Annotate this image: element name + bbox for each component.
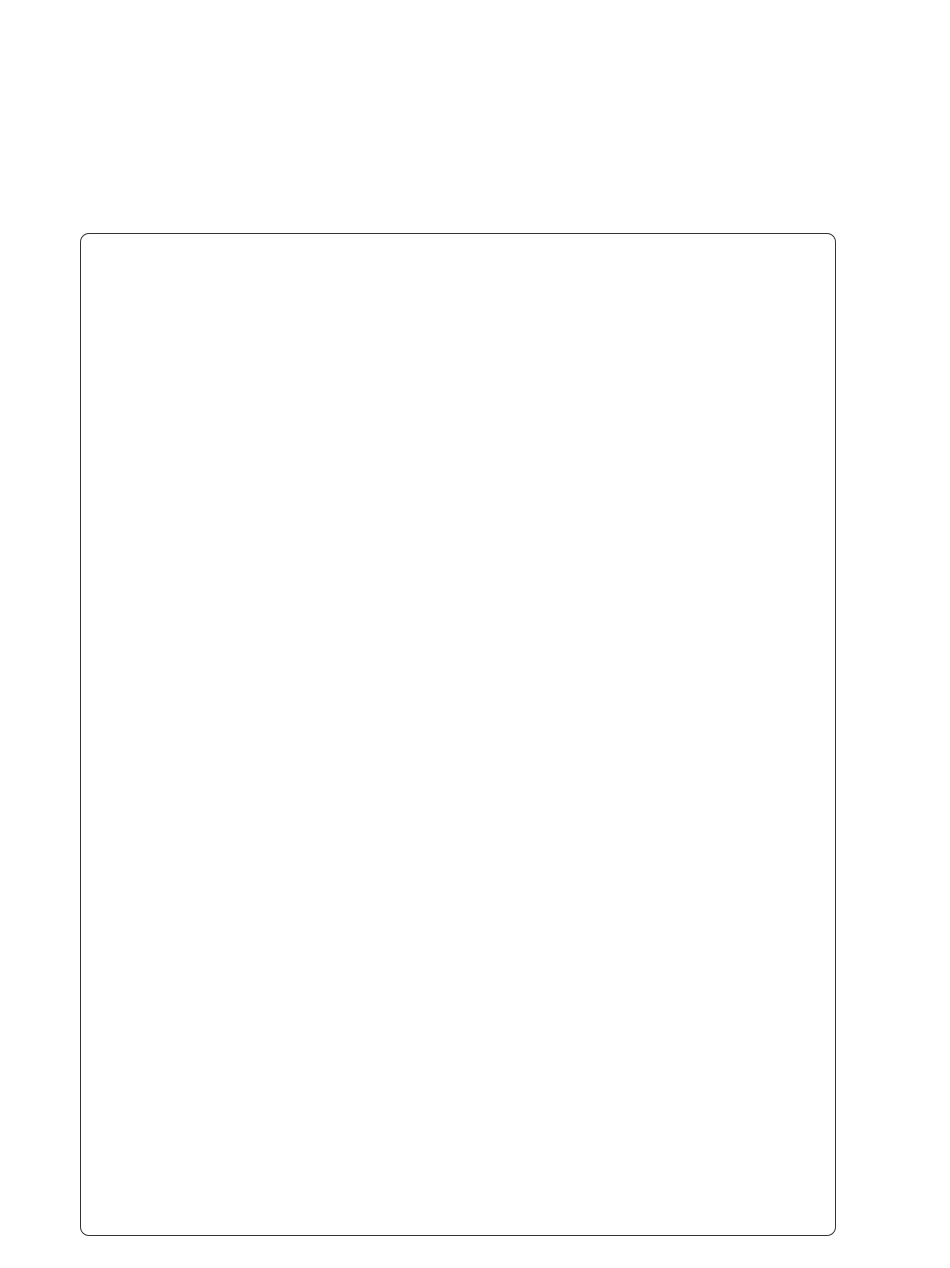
character-table	[164, 342, 806, 1060]
